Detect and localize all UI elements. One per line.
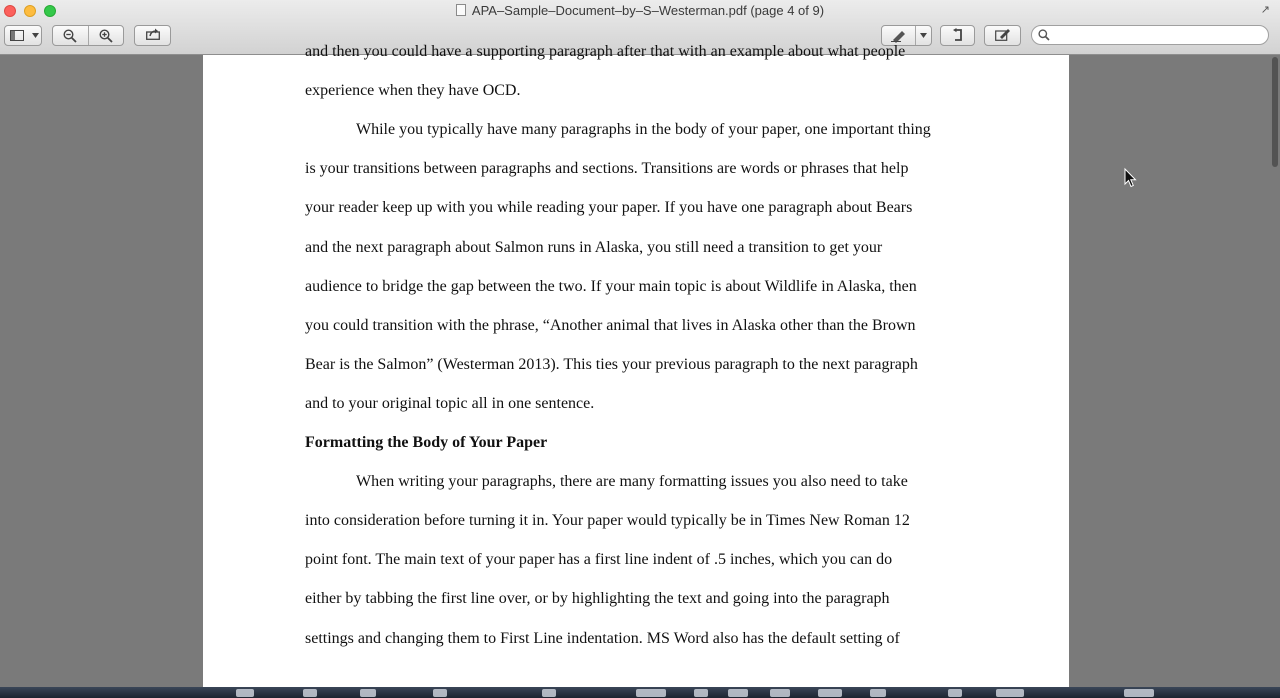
fullscreen-icon[interactable]: ↗ [1260,4,1270,16]
zoom-button-group [52,25,124,46]
dock-app-icon[interactable] [360,689,376,697]
document-line: While you typically have many paragraphs in the body of your paper, one important thing [356,121,931,138]
document-line: and then you could have a supporting paragraph after that with an example about what people [305,43,906,60]
document-line: When writing your paragraphs, there are many formatting issues you also need to take [356,473,908,490]
window-title: APA–Sample–Document–by–S–Westerman.pdf (page 4 of 9) [471,3,825,18]
pdf-page[interactable] [203,43,1069,687]
dock [0,687,1280,698]
window-title-area [0,3,1280,18]
chevron-down-icon [29,26,41,45]
share-icon [146,28,160,43]
document-line: your reader keep up with you while reading your paper. If you have one paragraph about Bears [305,199,913,216]
document-line: is your transitions between paragraphs and sections. Transitions are words or phrases that help [305,160,909,177]
dock-app-icon[interactable] [1124,689,1154,697]
dock-app-icon[interactable] [636,689,666,697]
dock-app-icon[interactable] [948,689,962,697]
document-line: Bear is the Salmon” (Westerman 2013). This ties your previous paragraph to the next paragraph [305,356,918,373]
edit-icon [995,28,1011,44]
dock-app-icon[interactable] [303,689,317,697]
rotate-button[interactable] [940,25,975,46]
document-line: into consideration before turning it in. Your paper would typically be in Times New Roman 12 [305,512,910,529]
document-line: experience when they have OCD. [305,82,521,99]
dock-app-icon[interactable] [728,689,748,697]
search-input[interactable] [1056,27,1265,45]
rotate-icon [952,28,964,44]
dock-app-icon[interactable] [694,689,708,697]
dock-app-icon[interactable] [236,689,254,697]
dock-app-icon[interactable] [996,689,1024,697]
edit-toolbar-button[interactable] [984,25,1021,46]
pdf-document-icon [456,4,466,16]
sidebar-icon [5,26,29,45]
vertical-scrollbar[interactable] [1270,55,1280,687]
share-button[interactable] [134,25,171,46]
document-line: either by tabbing the first line over, or by highlighting the text and going into the paragraph [305,590,890,607]
document-line: you could transition with the phrase, “Another animal that lives in Alaska other than the Brown [305,317,916,334]
scrollbar-thumb[interactable] [1272,57,1278,167]
document-line: and the next paragraph about Salmon runs in Alaska, you still need a transition to get your [305,239,883,256]
dock-app-icon[interactable] [542,689,556,697]
document-line: point font. The main text of your paper has a first line indent of .5 inches, which you can do [305,551,893,568]
section-heading: Formatting the Body of Your Paper [305,434,548,451]
dock-app-icon[interactable] [770,689,790,697]
annotate-menu-chevron-icon[interactable] [915,26,931,45]
search-field[interactable] [1031,25,1269,45]
search-icon [1038,28,1050,46]
sidebar-view-button[interactable] [4,25,42,46]
mouse-pointer-icon [1124,168,1137,193]
dock-app-icon[interactable] [433,689,447,697]
document-line: audience to bridge the gap between the two. If your main topic is about Wildlife in Alaska, then [305,278,917,295]
dock-app-icon[interactable] [818,689,842,697]
dock-app-icon[interactable] [870,689,886,697]
document-line: settings and changing them to First Line indentation. MS Word also has the default setting of [305,630,900,647]
zoom-in-icon[interactable] [88,26,124,45]
document-line: and to your original topic all in one sentence. [305,395,595,412]
zoom-out-icon[interactable] [53,26,88,45]
